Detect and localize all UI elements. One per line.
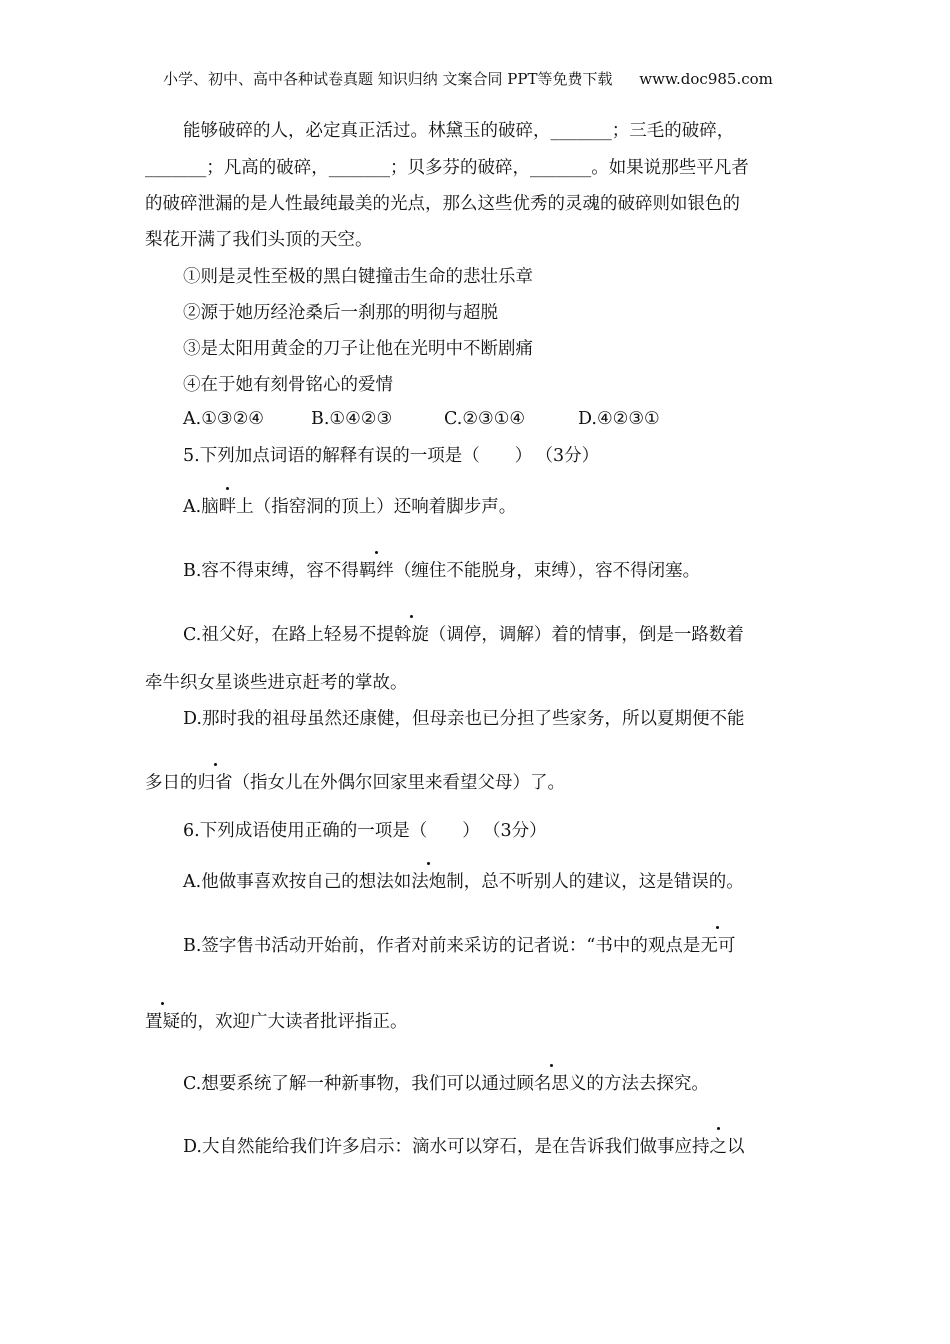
q5-option-a: A.脑畔上（指窑洞的顶上）还响着脚步声。 xyxy=(183,497,517,517)
q5-option-d-cont: 多日的归省（指女儿在外偶尔回家里来看望父母）了。 xyxy=(145,773,565,793)
page-header xyxy=(163,68,773,90)
option-b[interactable]: B.①④②③ xyxy=(311,409,393,429)
q6-option-b: B.签字售书活动开始前，作者对前来采访的记者说：“书中的观点是无可 xyxy=(183,936,736,956)
header-url[interactable]: www.doc985.com xyxy=(639,70,773,88)
q6-option-d: D.大自然能给我们许多启示：滴水可以穿石，是在告诉我们做事应持之以 xyxy=(183,1137,745,1157)
dotted-term: 羁绊 xyxy=(358,561,394,581)
question-points: （3分） xyxy=(491,821,547,841)
header-text: 小学、初中、高中各种试卷真题 知识归纳 文案合同 PPT等免费下载 xyxy=(163,70,613,88)
dotted-term: 持之以 xyxy=(691,1137,745,1157)
option-d[interactable]: D.④②③① xyxy=(578,409,660,429)
q6-option-c: C.想要系统了解一种新事物，我们可以通过顾名思义的方法去探究。 xyxy=(183,1074,709,1094)
q5-option-c: C.祖父好，在路上轻易不提斡旋（调停，调解）着的情事，倒是一路数着 xyxy=(183,625,744,645)
q5-option-d: D.那时我的祖母虽然还康健，但母亲也已分担了些家务，所以夏期便不能 xyxy=(183,709,745,729)
passage-line-1: 能够破碎的人，必定真正活过。林黛玉的破碎，_______；三毛的破碎， xyxy=(183,121,735,141)
question-text: 6.下列成语使用正确的一项是（ ） xyxy=(183,821,480,841)
q5-option-b: B.容不得束缚，容不得羁绊（缠住不能脱身，束缚），容不得闭塞。 xyxy=(183,561,701,581)
dotted-term: 置疑 xyxy=(145,1012,180,1032)
q6-option-a: A.他做事喜欢按自己的想法如法炮制，总不听别人的建议，这是错误的。 xyxy=(183,872,744,892)
statement-4: ④在于她有刻骨铭心的爱情 xyxy=(183,375,393,395)
option-c[interactable]: C.②③①④ xyxy=(444,409,526,429)
q6-option-b-cont: 置疑的，欢迎广大读者批评指正。 xyxy=(145,1012,408,1032)
passage-line-4: 梨花开满了我们头顶的天空。 xyxy=(145,230,373,250)
statement-3: ③是太阳用黄金的刀子让他在光明中不断剧痛 xyxy=(183,339,533,359)
question-points: （3分） xyxy=(544,446,600,466)
dotted-term: 归省 xyxy=(197,773,233,793)
q5-option-c-cont: 牵牛织女星谈些进京赶考的掌故。 xyxy=(145,673,408,693)
dotted-term: 无可 xyxy=(700,936,736,956)
passage-line-2: _______；凡高的破碎，_______；贝多芬的破碎，_______。如果说那些平凡者 xyxy=(145,158,749,178)
q4-options xyxy=(183,408,660,430)
dotted-term: 脑畔上 xyxy=(201,497,254,517)
statement-1: ①则是灵性至极的黑白键撞击生命的悲壮乐章 xyxy=(183,267,533,287)
dotted-term: 斡旋 xyxy=(393,625,429,645)
q6-stem xyxy=(183,820,547,842)
q5-stem xyxy=(183,445,599,467)
statement-2: ②源于她历经沧桑后一刹那的明彻与超脱 xyxy=(183,303,498,323)
dotted-term: 如法炮制 xyxy=(393,872,464,892)
question-text: 5.下列加点词语的解释有误的一项是（ ） xyxy=(183,446,533,466)
passage-line-3: 的破碎泄漏的是人性最纯最美的光点，那么这些优秀的灵魂的破碎则如银色的 xyxy=(145,194,740,214)
option-a[interactable]: A.①③②④ xyxy=(183,409,264,429)
dotted-term: 顾名思义 xyxy=(516,1074,587,1094)
